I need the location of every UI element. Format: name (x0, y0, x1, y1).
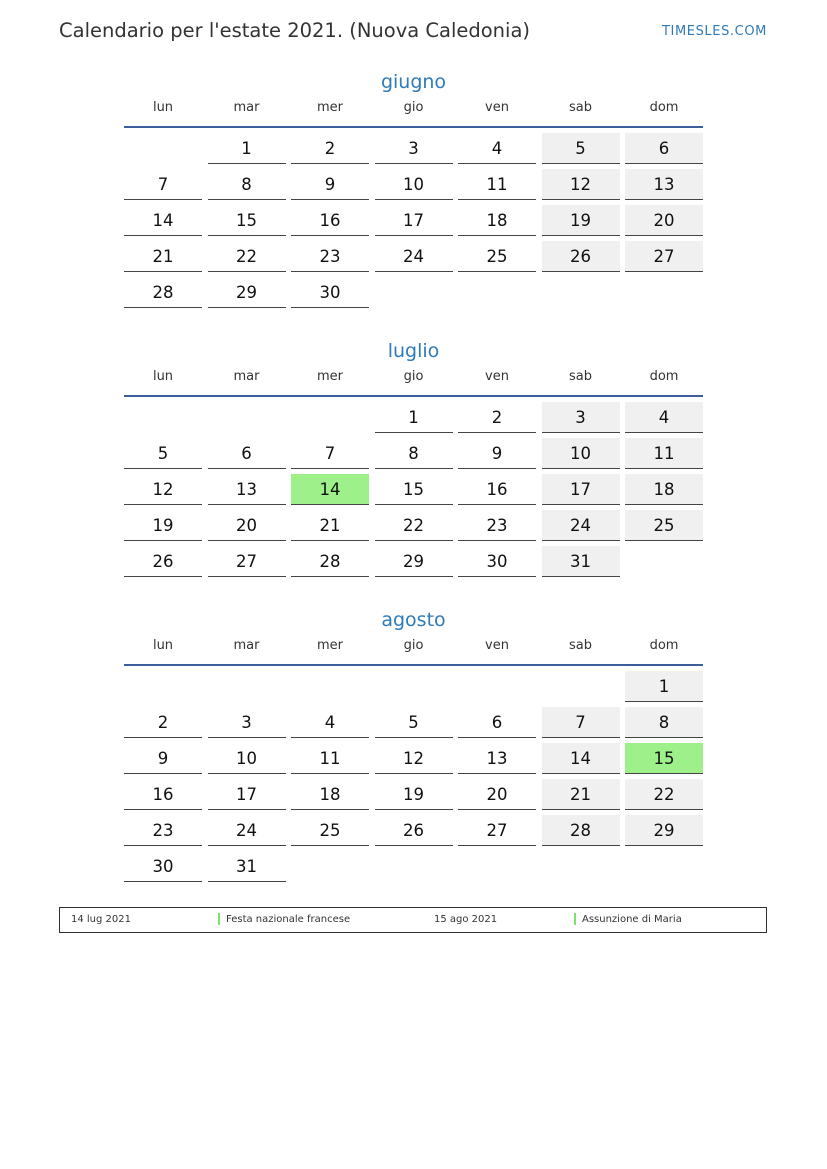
day-cell: 28 (542, 815, 620, 846)
weekday-label: mar (233, 100, 260, 115)
day-cell: 10 (208, 743, 286, 774)
month-title: luglio (387, 340, 440, 362)
day-cell: 23 (124, 815, 202, 846)
day-grid (124, 402, 703, 577)
day-cell: 30 (458, 546, 536, 577)
empty-cell (458, 671, 536, 702)
day-cell: 1 (625, 671, 703, 702)
day-cell-holiday: 15 (625, 743, 703, 774)
weekday-header (124, 638, 703, 660)
day-cell: 18 (625, 474, 703, 505)
day-cell: 9 (291, 169, 369, 200)
day-grid (124, 671, 703, 882)
weekday-label: ven (485, 369, 509, 384)
day-cell: 31 (208, 851, 286, 882)
day-cell: 7 (291, 438, 369, 469)
weekday-label: gio (403, 638, 424, 653)
day-cell: 28 (124, 277, 202, 308)
header-divider (124, 664, 703, 666)
month-july (124, 339, 703, 577)
day-cell: 24 (208, 815, 286, 846)
day-cell: 3 (208, 707, 286, 738)
weekday-label: sab (569, 369, 592, 384)
month-title: giugno (380, 71, 447, 93)
month-june (124, 70, 703, 308)
day-cell: 13 (208, 474, 286, 505)
holiday-legend (59, 907, 767, 933)
weekday-label: mar (233, 369, 260, 384)
empty-cell (124, 133, 202, 164)
legend-date: 14 lug 2021 (71, 914, 131, 925)
day-cell: 29 (375, 546, 453, 577)
day-cell: 23 (291, 241, 369, 272)
day-cell: 2 (458, 402, 536, 433)
day-cell: 7 (124, 169, 202, 200)
day-cell: 19 (375, 779, 453, 810)
day-cell: 15 (208, 205, 286, 236)
day-cell: 27 (208, 546, 286, 577)
day-cell: 6 (458, 707, 536, 738)
day-cell: 1 (208, 133, 286, 164)
day-cell: 12 (542, 169, 620, 200)
day-cell: 11 (625, 438, 703, 469)
day-cell: 11 (458, 169, 536, 200)
empty-cell (124, 402, 202, 433)
empty-cell (375, 671, 453, 702)
day-cell: 17 (542, 474, 620, 505)
day-cell: 6 (208, 438, 286, 469)
day-cell: 21 (542, 779, 620, 810)
day-cell: 5 (375, 707, 453, 738)
day-cell: 21 (291, 510, 369, 541)
empty-cell (291, 402, 369, 433)
day-cell: 25 (291, 815, 369, 846)
day-cell: 10 (375, 169, 453, 200)
empty-cell (208, 671, 286, 702)
day-cell: 27 (458, 815, 536, 846)
day-cell: 5 (124, 438, 202, 469)
day-cell: 5 (542, 133, 620, 164)
day-cell: 23 (458, 510, 536, 541)
page-title: Calendario per l'estate 2021. (Nuova Caledonia) (59, 19, 531, 42)
day-cell: 3 (542, 402, 620, 433)
day-cell: 10 (542, 438, 620, 469)
weekday-label: ven (485, 100, 509, 115)
weekday-label: sab (569, 638, 592, 653)
day-cell: 17 (208, 779, 286, 810)
day-cell: 27 (625, 241, 703, 272)
day-cell: 22 (375, 510, 453, 541)
day-cell: 9 (458, 438, 536, 469)
month-title: agosto (381, 609, 446, 631)
day-cell: 18 (291, 779, 369, 810)
day-cell: 22 (625, 779, 703, 810)
weekday-label: lun (152, 100, 174, 115)
day-cell: 11 (291, 743, 369, 774)
day-cell: 30 (291, 277, 369, 308)
day-cell: 9 (124, 743, 202, 774)
day-cell: 21 (124, 241, 202, 272)
day-cell: 14 (542, 743, 620, 774)
weekday-label: gio (403, 369, 424, 384)
day-cell: 29 (208, 277, 286, 308)
day-cell: 30 (124, 851, 202, 882)
day-cell: 16 (124, 779, 202, 810)
legend-holiday-name: Assunzione di Maria (582, 914, 682, 925)
day-cell: 20 (625, 205, 703, 236)
day-cell: 16 (458, 474, 536, 505)
day-cell: 4 (625, 402, 703, 433)
brand-link[interactable]: TIMESLES.COM (661, 24, 767, 39)
empty-cell (291, 671, 369, 702)
day-cell: 2 (124, 707, 202, 738)
day-cell: 6 (625, 133, 703, 164)
day-cell: 13 (625, 169, 703, 200)
empty-cell (124, 671, 202, 702)
weekday-label: mer (316, 638, 343, 653)
day-cell: 4 (291, 707, 369, 738)
weekday-header (124, 369, 703, 391)
legend-date: 15 ago 2021 (434, 914, 498, 925)
header-divider (124, 126, 703, 128)
weekday-label: lun (152, 638, 174, 653)
empty-cell (208, 402, 286, 433)
day-cell: 12 (124, 474, 202, 505)
day-cell: 8 (208, 169, 286, 200)
day-cell: 25 (625, 510, 703, 541)
day-cell: 26 (375, 815, 453, 846)
day-cell: 19 (124, 510, 202, 541)
weekday-label: dom (649, 638, 679, 653)
day-cell: 19 (542, 205, 620, 236)
weekday-label: sab (569, 100, 592, 115)
day-cell: 24 (542, 510, 620, 541)
weekday-label: dom (649, 369, 679, 384)
day-cell: 29 (625, 815, 703, 846)
day-cell: 4 (458, 133, 536, 164)
day-cell: 28 (291, 546, 369, 577)
day-cell: 26 (542, 241, 620, 272)
month-august (124, 608, 703, 882)
day-cell: 24 (375, 241, 453, 272)
day-cell: 26 (124, 546, 202, 577)
day-cell: 1 (375, 402, 453, 433)
empty-cell (542, 671, 620, 702)
day-cell: 13 (458, 743, 536, 774)
weekday-label: mer (316, 100, 343, 115)
day-cell: 14 (124, 205, 202, 236)
weekday-label: mer (316, 369, 343, 384)
day-cell: 17 (375, 205, 453, 236)
day-cell: 31 (542, 546, 620, 577)
day-cell: 8 (375, 438, 453, 469)
header-divider (124, 395, 703, 397)
day-cell-holiday: 14 (291, 474, 369, 505)
day-cell: 16 (291, 205, 369, 236)
day-cell: 3 (375, 133, 453, 164)
weekday-label: ven (485, 638, 509, 653)
day-cell: 20 (458, 779, 536, 810)
day-grid (124, 133, 703, 308)
weekday-label: mar (233, 638, 260, 653)
weekday-label: dom (649, 100, 679, 115)
weekday-label: lun (152, 369, 174, 384)
day-cell: 12 (375, 743, 453, 774)
legend-holiday-name: Festa nazionale francese (226, 914, 351, 925)
weekday-header (124, 100, 703, 122)
day-cell: 8 (625, 707, 703, 738)
day-cell: 15 (375, 474, 453, 505)
day-cell: 7 (542, 707, 620, 738)
day-cell: 2 (291, 133, 369, 164)
day-cell: 20 (208, 510, 286, 541)
weekday-label: gio (403, 100, 424, 115)
day-cell: 22 (208, 241, 286, 272)
legend-color-swatch (574, 913, 576, 925)
day-cell: 18 (458, 205, 536, 236)
legend-color-swatch (218, 913, 220, 925)
day-cell: 25 (458, 241, 536, 272)
